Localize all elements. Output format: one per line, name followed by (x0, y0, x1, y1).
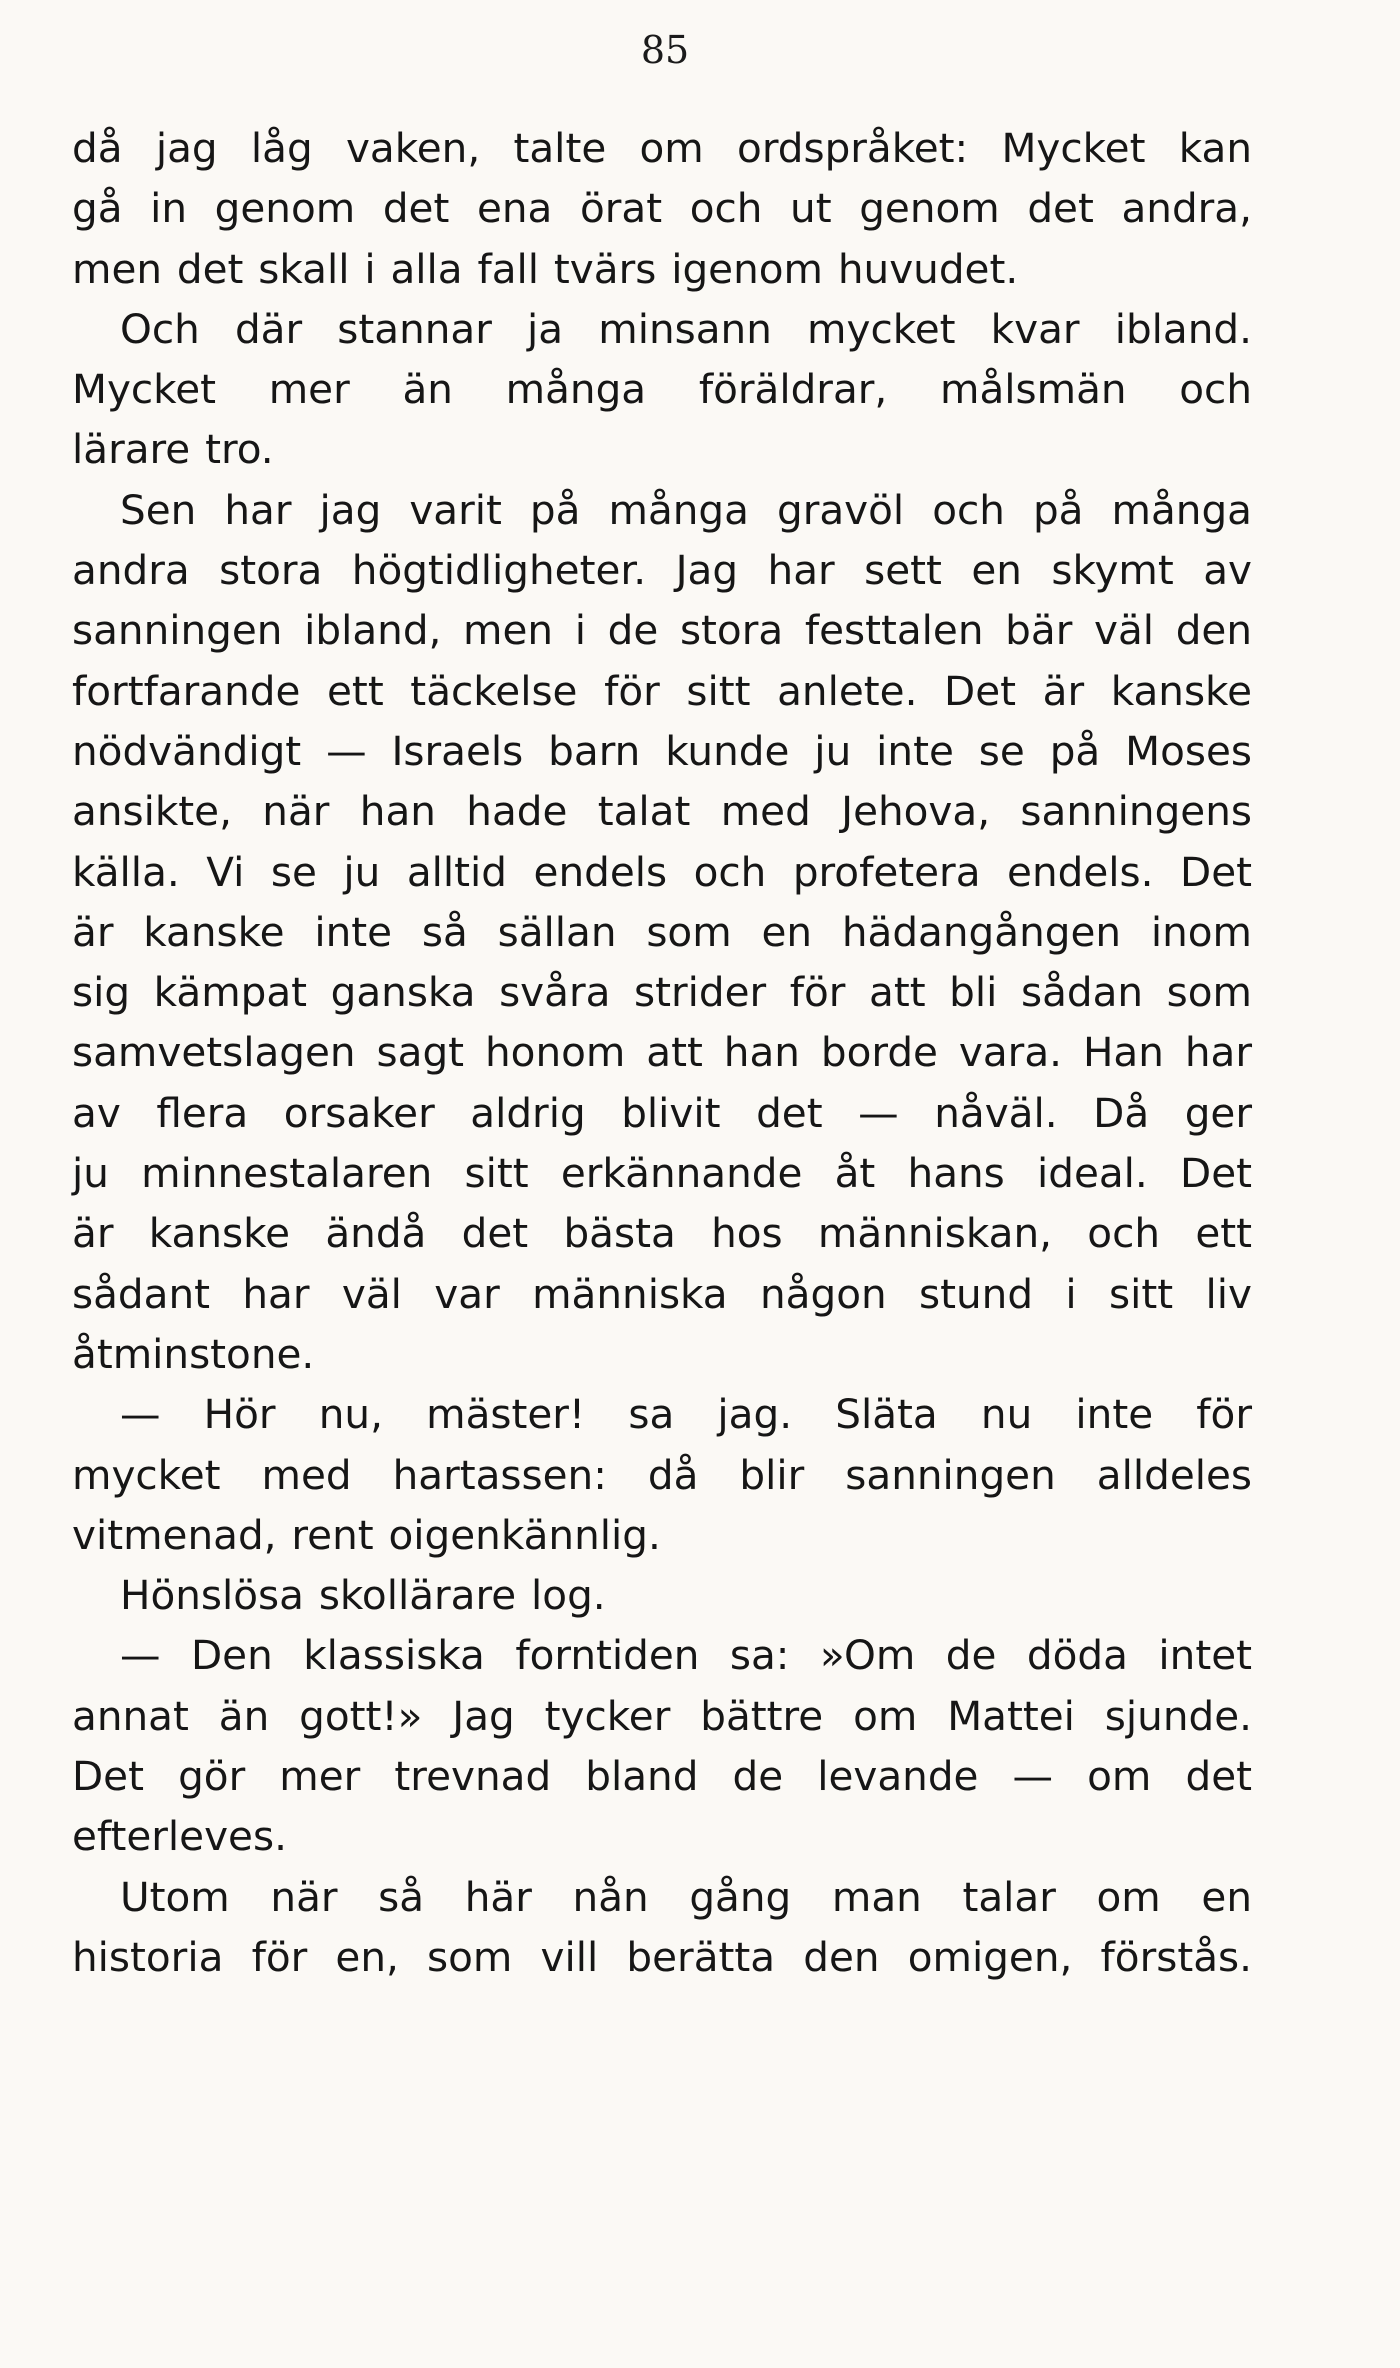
text-line: Mycket mer än många föräldrar, målsmän och (72, 365, 1252, 414)
text-line: sådant har väl var människa någon stund i sitt liv (72, 1269, 1252, 1318)
text-line: ju minnestalaren sitt erkännande åt hans ideal. Det (72, 1149, 1252, 1198)
text-line: sanningen ibland, men i de stora festtalen bär väl den (72, 606, 1252, 655)
page-number: 85 (640, 28, 690, 72)
text-line: men det skall i alla fall tvärs igenom huvudet. (72, 244, 1019, 293)
text-line: andra stora högtidligheter. Jag har sett en skymt av (72, 546, 1252, 595)
text-line: lärare tro. (72, 425, 274, 474)
text-line: gå in genom det ena örat och ut genom det andra, (72, 184, 1252, 233)
text-line: historia för en, som vill berätta den omigen, förstås. (72, 1932, 1252, 1981)
text-line: annat än gott!» Jag tycker bättre om Mattei sjunde. (72, 1691, 1252, 1740)
text-line: fortfarande ett täckelse för sitt anlete. Det är kanske (72, 666, 1252, 715)
text-line: — Den klassiska forntiden sa: »Om de döda intet (120, 1631, 1252, 1680)
text-line: samvetslagen sagt honom att han borde vara. Han har (72, 1028, 1252, 1077)
text-line: nödvändigt — Israels barn kunde ju inte se på Moses (72, 726, 1252, 775)
text-line: vitmenad, rent oigenkännlig. (72, 1510, 661, 1559)
text-line: åtminstone. (72, 1329, 315, 1378)
text-line: källa. Vi se ju alltid endels och profetera endels. Det (72, 847, 1252, 896)
text-line: då jag låg vaken, talte om ordspråket: Mycket kan (72, 124, 1252, 172)
text-line: Hönslösa skollärare log. (120, 1571, 606, 1620)
text-line: är kanske ändå det bästa hos människan, och ett (72, 1209, 1252, 1258)
text-line: Utom när så här nån gång man talar om en (120, 1872, 1252, 1921)
text-line: Sen har jag varit på många gravöl och på många (120, 485, 1252, 534)
text-line: Det gör mer trevnad bland de levande — om det (72, 1752, 1252, 1801)
text-line: efterleves. (72, 1812, 287, 1861)
text-line: — Hör nu, mäster! sa jag. Släta nu inte för (120, 1390, 1252, 1439)
body-text (72, 118, 1252, 1987)
text-line: av flera orsaker aldrig blivit det — nåväl. Då ger (72, 1088, 1252, 1137)
text-line: sig kämpat ganska svåra strider för att bli sådan som (72, 968, 1252, 1017)
text-line: mycket med hartassen: då blir sanningen alldeles (72, 1450, 1252, 1499)
text-line: Och där stannar ja minsann mycket kvar ibland. (120, 304, 1252, 353)
text-line: är kanske inte så sällan som en hädangången inom (72, 907, 1252, 956)
text-line: ansikte, när han hade talat med Jehova, sanningens (72, 787, 1252, 836)
